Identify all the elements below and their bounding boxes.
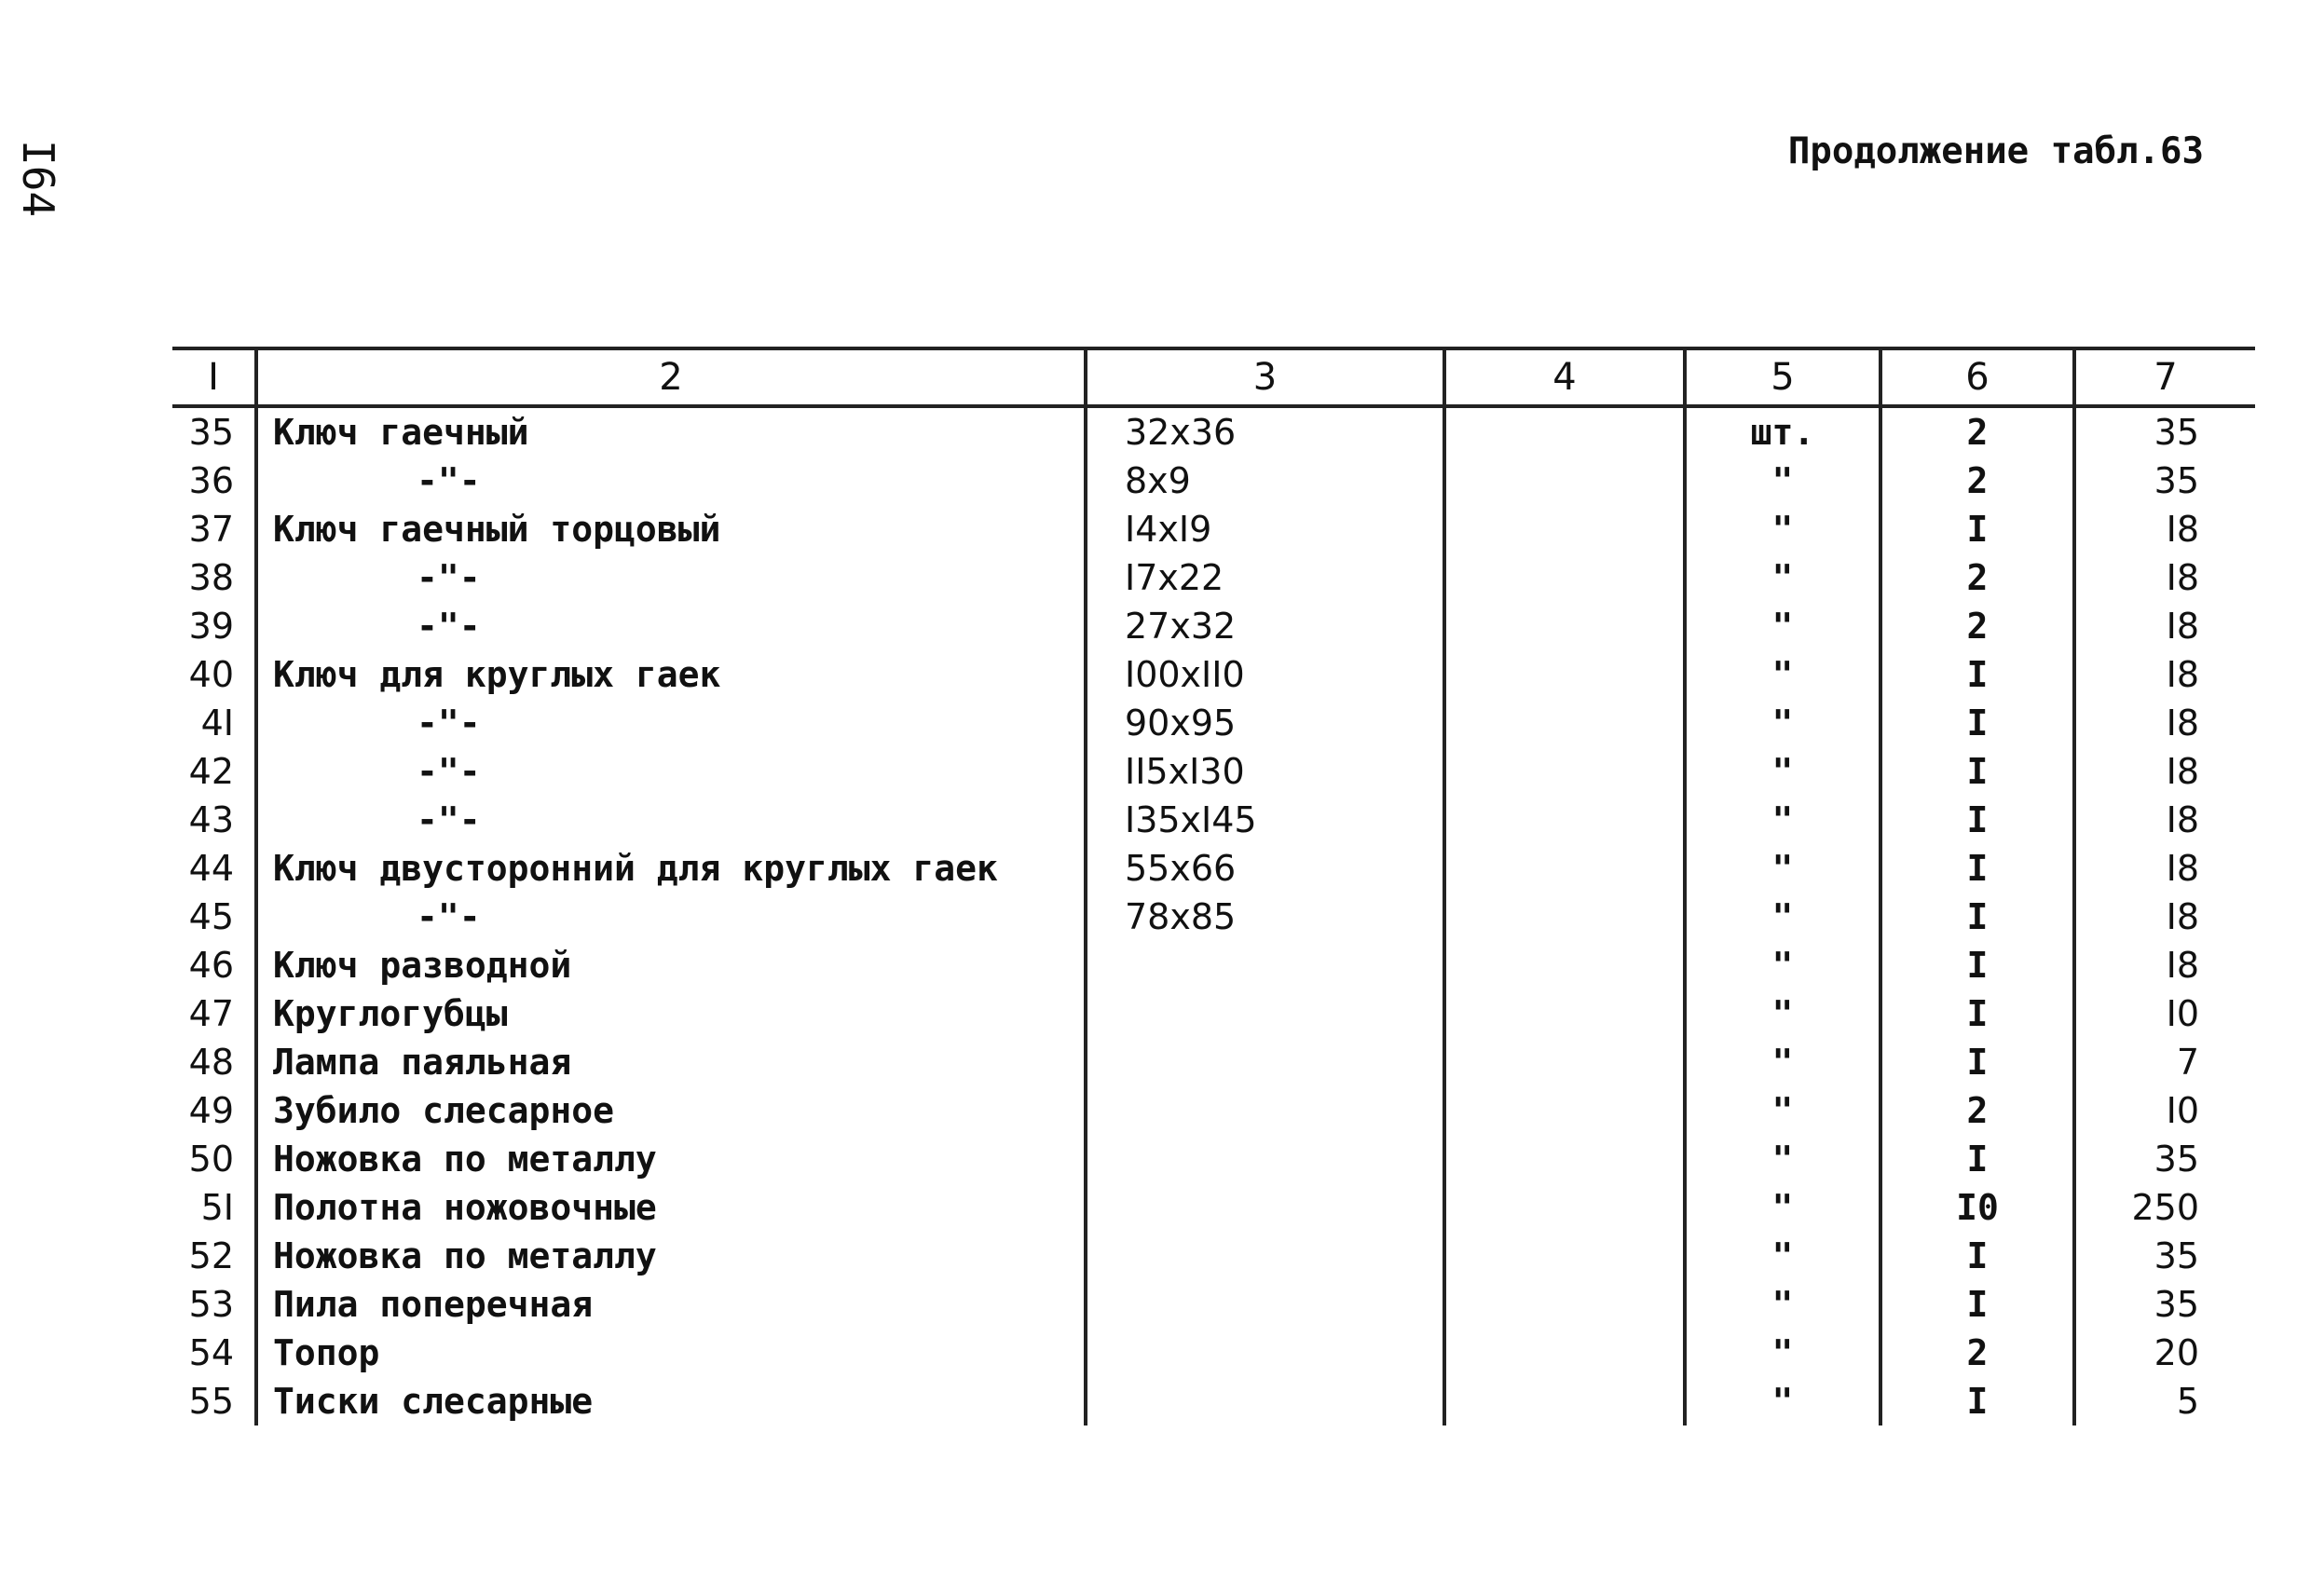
table-row	[172, 1377, 2255, 1425]
item-name: Полотна ножовочные	[256, 1183, 1086, 1232]
item-size: 32x36	[1086, 406, 1444, 457]
table-row	[172, 1232, 2255, 1280]
table-row	[172, 844, 2255, 893]
item-col4	[1444, 1377, 1685, 1425]
item-col4	[1444, 1280, 1685, 1329]
table-row	[172, 1183, 2255, 1232]
item-name: -"-	[256, 553, 1086, 602]
item-quantity: I	[1880, 650, 2074, 699]
item-col7: 35	[2074, 406, 2255, 457]
item-unit: "	[1685, 1232, 1880, 1280]
table-row	[172, 796, 2255, 844]
item-name: -"-	[256, 796, 1086, 844]
row-number: 43	[188, 799, 234, 840]
item-col7: I8	[2074, 699, 2255, 747]
item-size: 90x95	[1086, 699, 1444, 747]
table-row	[172, 553, 2255, 602]
item-col7: I8	[2074, 505, 2255, 553]
item-col4	[1444, 1183, 1685, 1232]
item-col4	[1444, 602, 1685, 650]
item-size	[1086, 1038, 1444, 1086]
item-size	[1086, 989, 1444, 1038]
item-col4	[1444, 553, 1685, 602]
item-unit: шт.	[1685, 406, 1880, 457]
item-size	[1086, 1377, 1444, 1425]
item-col4	[1444, 941, 1685, 989]
item-size: I00xII0	[1086, 650, 1444, 699]
item-unit: "	[1685, 747, 1880, 796]
item-size: 8x9	[1086, 457, 1444, 505]
item-name: -"-	[256, 457, 1086, 505]
table-row	[172, 989, 2255, 1038]
item-unit: "	[1685, 989, 1880, 1038]
item-col4	[1444, 1329, 1685, 1377]
row-number: 47	[188, 993, 234, 1034]
item-col4	[1444, 505, 1685, 553]
item-unit: "	[1685, 699, 1880, 747]
item-name: Тиски слесарные	[256, 1377, 1086, 1425]
item-quantity: I	[1880, 1038, 2074, 1086]
item-quantity: I	[1880, 699, 2074, 747]
item-unit: "	[1685, 602, 1880, 650]
header-col-6: 6	[1880, 348, 2074, 406]
item-size	[1086, 1135, 1444, 1183]
table-caption: Продолжение табл.63	[1787, 130, 2204, 172]
row-number: 39	[188, 606, 234, 647]
item-quantity: 2	[1880, 457, 2074, 505]
item-col4	[1444, 989, 1685, 1038]
item-unit: "	[1685, 941, 1880, 989]
header-col-2: 2	[256, 348, 1086, 406]
item-col7: I8	[2074, 747, 2255, 796]
table-row	[172, 1135, 2255, 1183]
header-row	[172, 348, 2255, 406]
item-unit: "	[1685, 457, 1880, 505]
item-size	[1086, 1280, 1444, 1329]
row-number: 37	[188, 509, 234, 550]
item-col4	[1444, 457, 1685, 505]
item-unit: "	[1685, 553, 1880, 602]
item-unit: "	[1685, 796, 1880, 844]
item-name: Ножовка по металлу	[256, 1232, 1086, 1280]
item-col7: 35	[2074, 1280, 2255, 1329]
item-quantity: I	[1880, 989, 2074, 1038]
item-col4	[1444, 699, 1685, 747]
item-col7: I0	[2074, 989, 2255, 1038]
row-number: 42	[188, 751, 234, 792]
table-row	[172, 650, 2255, 699]
table-row	[172, 457, 2255, 505]
row-number: 55	[188, 1381, 234, 1422]
row-number: 48	[188, 1042, 234, 1083]
item-col4	[1444, 650, 1685, 699]
item-quantity: 2	[1880, 602, 2074, 650]
header-col-5: 5	[1685, 348, 1880, 406]
item-name: Ключ двусторонний для круглых гаек	[256, 844, 1086, 893]
item-quantity: 2	[1880, 406, 2074, 457]
item-name: Топор	[256, 1329, 1086, 1377]
item-col7: I0	[2074, 1086, 2255, 1135]
header-col-1: I	[172, 348, 256, 406]
item-size: I7x22	[1086, 553, 1444, 602]
table-row	[172, 1038, 2255, 1086]
header-col-3: 3	[1086, 348, 1444, 406]
item-col4	[1444, 796, 1685, 844]
item-size: I35xI45	[1086, 796, 1444, 844]
item-quantity: I	[1880, 941, 2074, 989]
item-quantity: I	[1880, 505, 2074, 553]
row-number: 53	[188, 1284, 234, 1325]
item-col7: I8	[2074, 553, 2255, 602]
row-number: 54	[188, 1332, 234, 1373]
table-row	[172, 747, 2255, 796]
item-quantity: I0	[1880, 1183, 2074, 1232]
item-col7: 35	[2074, 457, 2255, 505]
item-quantity: I	[1880, 1377, 2074, 1425]
item-col7: I8	[2074, 941, 2255, 989]
item-size: 27x32	[1086, 602, 1444, 650]
row-number: 49	[188, 1090, 234, 1131]
item-quantity: I	[1880, 1135, 2074, 1183]
item-name: Круглогубцы	[256, 989, 1086, 1038]
row-number: 46	[188, 945, 234, 986]
item-col4	[1444, 1232, 1685, 1280]
item-unit: "	[1685, 650, 1880, 699]
item-col7: 5	[2074, 1377, 2255, 1425]
row-number: 40	[188, 654, 234, 695]
item-unit: "	[1685, 1038, 1880, 1086]
item-quantity: 2	[1880, 553, 2074, 602]
item-col7: 250	[2074, 1183, 2255, 1232]
item-name: Ключ разводной	[256, 941, 1086, 989]
header-col-4: 4	[1444, 348, 1685, 406]
item-col7: I8	[2074, 844, 2255, 893]
item-col4	[1444, 406, 1685, 457]
item-size	[1086, 1183, 1444, 1232]
item-quantity: I	[1880, 796, 2074, 844]
item-col4	[1444, 1038, 1685, 1086]
row-number: 35	[188, 412, 234, 453]
table-container	[172, 347, 2255, 1425]
item-quantity: I	[1880, 844, 2074, 893]
table-row	[172, 1086, 2255, 1135]
row-number: 52	[188, 1235, 234, 1276]
table-row	[172, 406, 2255, 457]
row-number: 36	[188, 460, 234, 501]
table-row	[172, 893, 2255, 941]
item-name: -"-	[256, 747, 1086, 796]
item-size	[1086, 1329, 1444, 1377]
row-number: 44	[188, 848, 234, 889]
item-col4	[1444, 1135, 1685, 1183]
item-quantity: I	[1880, 747, 2074, 796]
row-number: 50	[188, 1139, 234, 1180]
item-unit: "	[1685, 1086, 1880, 1135]
item-col7: 20	[2074, 1329, 2255, 1377]
item-col4	[1444, 1086, 1685, 1135]
item-col7: 35	[2074, 1135, 2255, 1183]
item-unit: "	[1685, 1280, 1880, 1329]
item-size: II5xI30	[1086, 747, 1444, 796]
item-unit: "	[1685, 893, 1880, 941]
item-quantity: I	[1880, 893, 2074, 941]
row-number: 45	[188, 896, 234, 937]
table-row	[172, 1329, 2255, 1377]
table-body	[172, 406, 2255, 1425]
table-row	[172, 602, 2255, 650]
item-quantity: I	[1880, 1280, 2074, 1329]
inventory-table	[172, 347, 2255, 1425]
item-name: -"-	[256, 602, 1086, 650]
item-name: Ножовка по металлу	[256, 1135, 1086, 1183]
item-name: Зубило слесарное	[256, 1086, 1086, 1135]
item-unit: "	[1685, 1135, 1880, 1183]
item-size: I4xI9	[1086, 505, 1444, 553]
item-unit: "	[1685, 1329, 1880, 1377]
item-unit: "	[1685, 1183, 1880, 1232]
table-row	[172, 699, 2255, 747]
item-quantity: I	[1880, 1232, 2074, 1280]
item-col7: I8	[2074, 893, 2255, 941]
row-number: 4I	[200, 703, 234, 743]
header-col-7: 7	[2074, 348, 2255, 406]
item-size: 55x66	[1086, 844, 1444, 893]
item-col7: I8	[2074, 650, 2255, 699]
item-size	[1086, 1232, 1444, 1280]
item-size	[1086, 1086, 1444, 1135]
item-col4	[1444, 844, 1685, 893]
item-name: Пила поперечная	[256, 1280, 1086, 1329]
item-unit: "	[1685, 1377, 1880, 1425]
item-unit: "	[1685, 505, 1880, 553]
item-name: Ключ для круглых гаек	[256, 650, 1086, 699]
item-name: Лампа паяльная	[256, 1038, 1086, 1086]
row-number: 38	[188, 557, 234, 598]
item-col7: 35	[2074, 1232, 2255, 1280]
item-name: -"-	[256, 893, 1086, 941]
item-quantity: 2	[1880, 1329, 2074, 1377]
item-col4	[1444, 893, 1685, 941]
item-size: 78x85	[1086, 893, 1444, 941]
item-name: -"-	[256, 699, 1086, 747]
item-unit: "	[1685, 844, 1880, 893]
table-row	[172, 1280, 2255, 1329]
row-number: 5I	[200, 1187, 234, 1228]
table-row	[172, 505, 2255, 553]
item-col7: I8	[2074, 602, 2255, 650]
item-col7: I8	[2074, 796, 2255, 844]
item-name: Ключ гаечный торцовый	[256, 505, 1086, 553]
item-col4	[1444, 747, 1685, 796]
page-number: I64	[13, 140, 63, 218]
table-row	[172, 941, 2255, 989]
item-size	[1086, 941, 1444, 989]
item-col7: 7	[2074, 1038, 2255, 1086]
item-quantity: 2	[1880, 1086, 2074, 1135]
item-name: Ключ гаечный	[256, 406, 1086, 457]
